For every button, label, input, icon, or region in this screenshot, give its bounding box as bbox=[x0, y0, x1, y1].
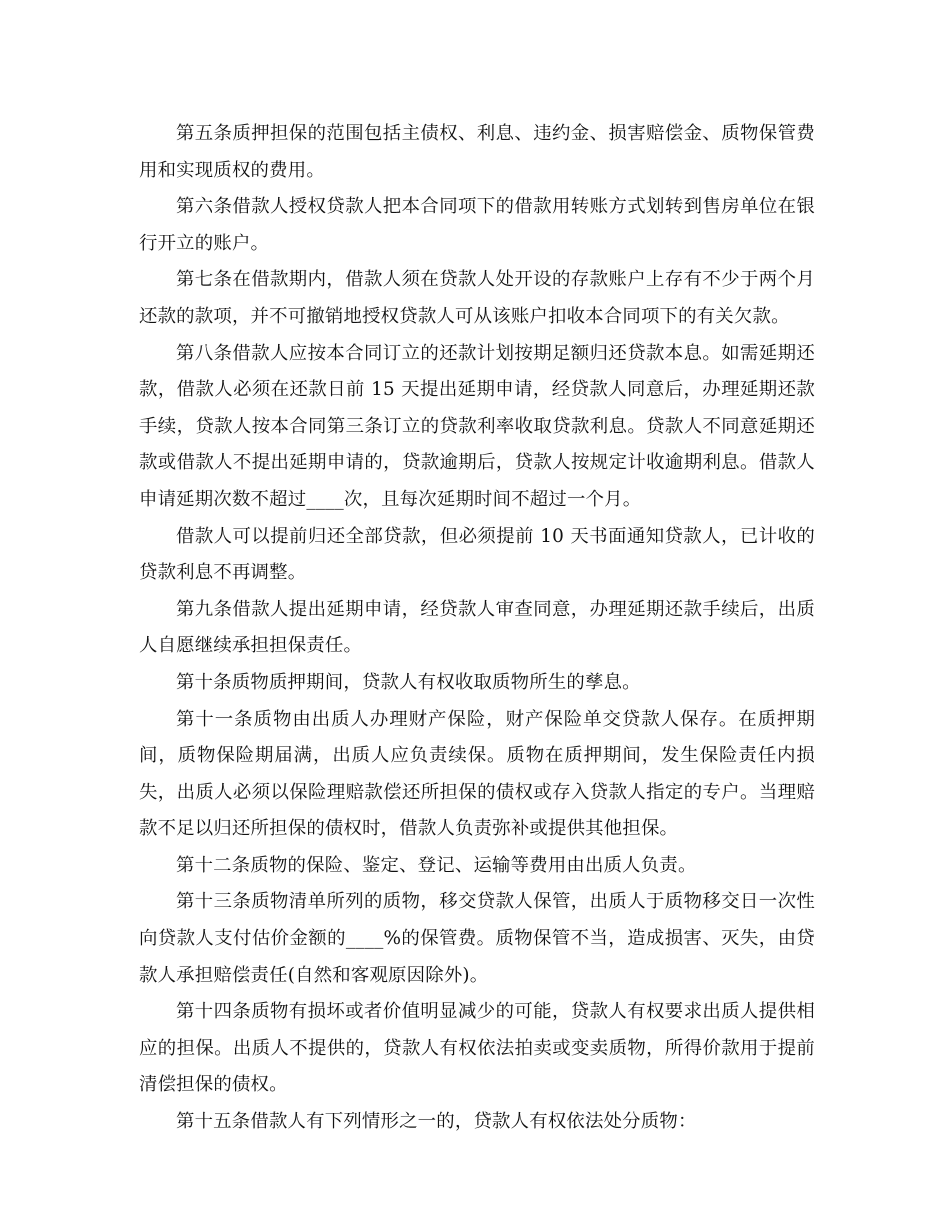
early-repayment-paragraph: 借款人可以提前归还全部贷款，但必须提前 10 天书面通知贷款人，已计收的贷款利息不再调整。 bbox=[139, 525, 815, 584]
clause-14-paragraph: 第十四条质物有损坏或者价值明显减少的可能，贷款人有权要求出质人提供相应的担保。出质人不提供的，贷款人有权依法拍卖或变卖质物，所得价款用于提前清偿担保的债权。 bbox=[139, 1001, 815, 1096]
clause-15-paragraph: 第十五条借款人有下列情形之一的，贷款人有权依法处分质物： bbox=[176, 1111, 697, 1133]
clause-13-paragraph: 第十三条质物清单所列的质物，移交贷款人保管，出质人于质物移交日一次性向贷款人支付估价金额的____%的保管费。质物保管不当，造成损害、灭失，由贷款人承担赔偿责任(自然和客观原因除外)。 bbox=[139, 891, 815, 986]
clause-7-paragraph: 第七条在借款期内，借款人须在贷款人处开设的存款账户上存有不少于两个月还款的款项，并不可撤销地授权贷款人可从该账户扣收本合同项下的有关欠款。 bbox=[139, 269, 815, 327]
document-body bbox=[139, 116, 815, 1141]
clause-11-paragraph: 第十一条质物由出质人办理财产保险，财产保险单交贷款人保存。在质押期间，质物保险期届满，出质人应负责续保。质物在质押期间，发生保险责任内损失，出质人必须以保险理赔款偿还所担保的债权或存入贷款人指定的专户。当理赔款不足以归还所担保的债权时，借款人负责弥补或提供其他担保。 bbox=[139, 708, 815, 840]
clause-8-paragraph: 第八条借款人应按本合同订立的还款计划按期足额归还贷款本息。如需延期还款，借款人必须在还款日前 15 天提出延期申请，经贷款人同意后，办理延期还款手续，贷款人按本合同第三条订立的贷款利率收取贷款利息。贷款人不同意延期还款或借款人不提出延期申请的，贷款逾期后，贷款人按规定计收逾期利息。借款人申请延期次数不超过____次，且每次延期时间不超过一个月。 bbox=[139, 342, 815, 510]
clause-9-paragraph: 第九条借款人提出延期申请，经贷款人审查同意，办理延期还款手续后，出质人自愿继续承担担保责任。 bbox=[139, 598, 815, 657]
clause-12-paragraph: 第十二条质物的保险、鉴定、登记、运输等费用由出质人负责。 bbox=[176, 854, 697, 876]
clause-6-paragraph: 第六条借款人授权贷款人把本合同项下的借款用转账方式划转到售房单位在银行开立的账户。 bbox=[139, 196, 815, 254]
clause-10-paragraph: 第十条质物质押期间，贷款人有权收取质物所生的孳息。 bbox=[176, 671, 641, 693]
clause-5-paragraph: 第五条质押担保的范围包括主债权、利息、违约金、损害赔偿金、质物保管费用和实现质权的费用。 bbox=[139, 123, 815, 181]
